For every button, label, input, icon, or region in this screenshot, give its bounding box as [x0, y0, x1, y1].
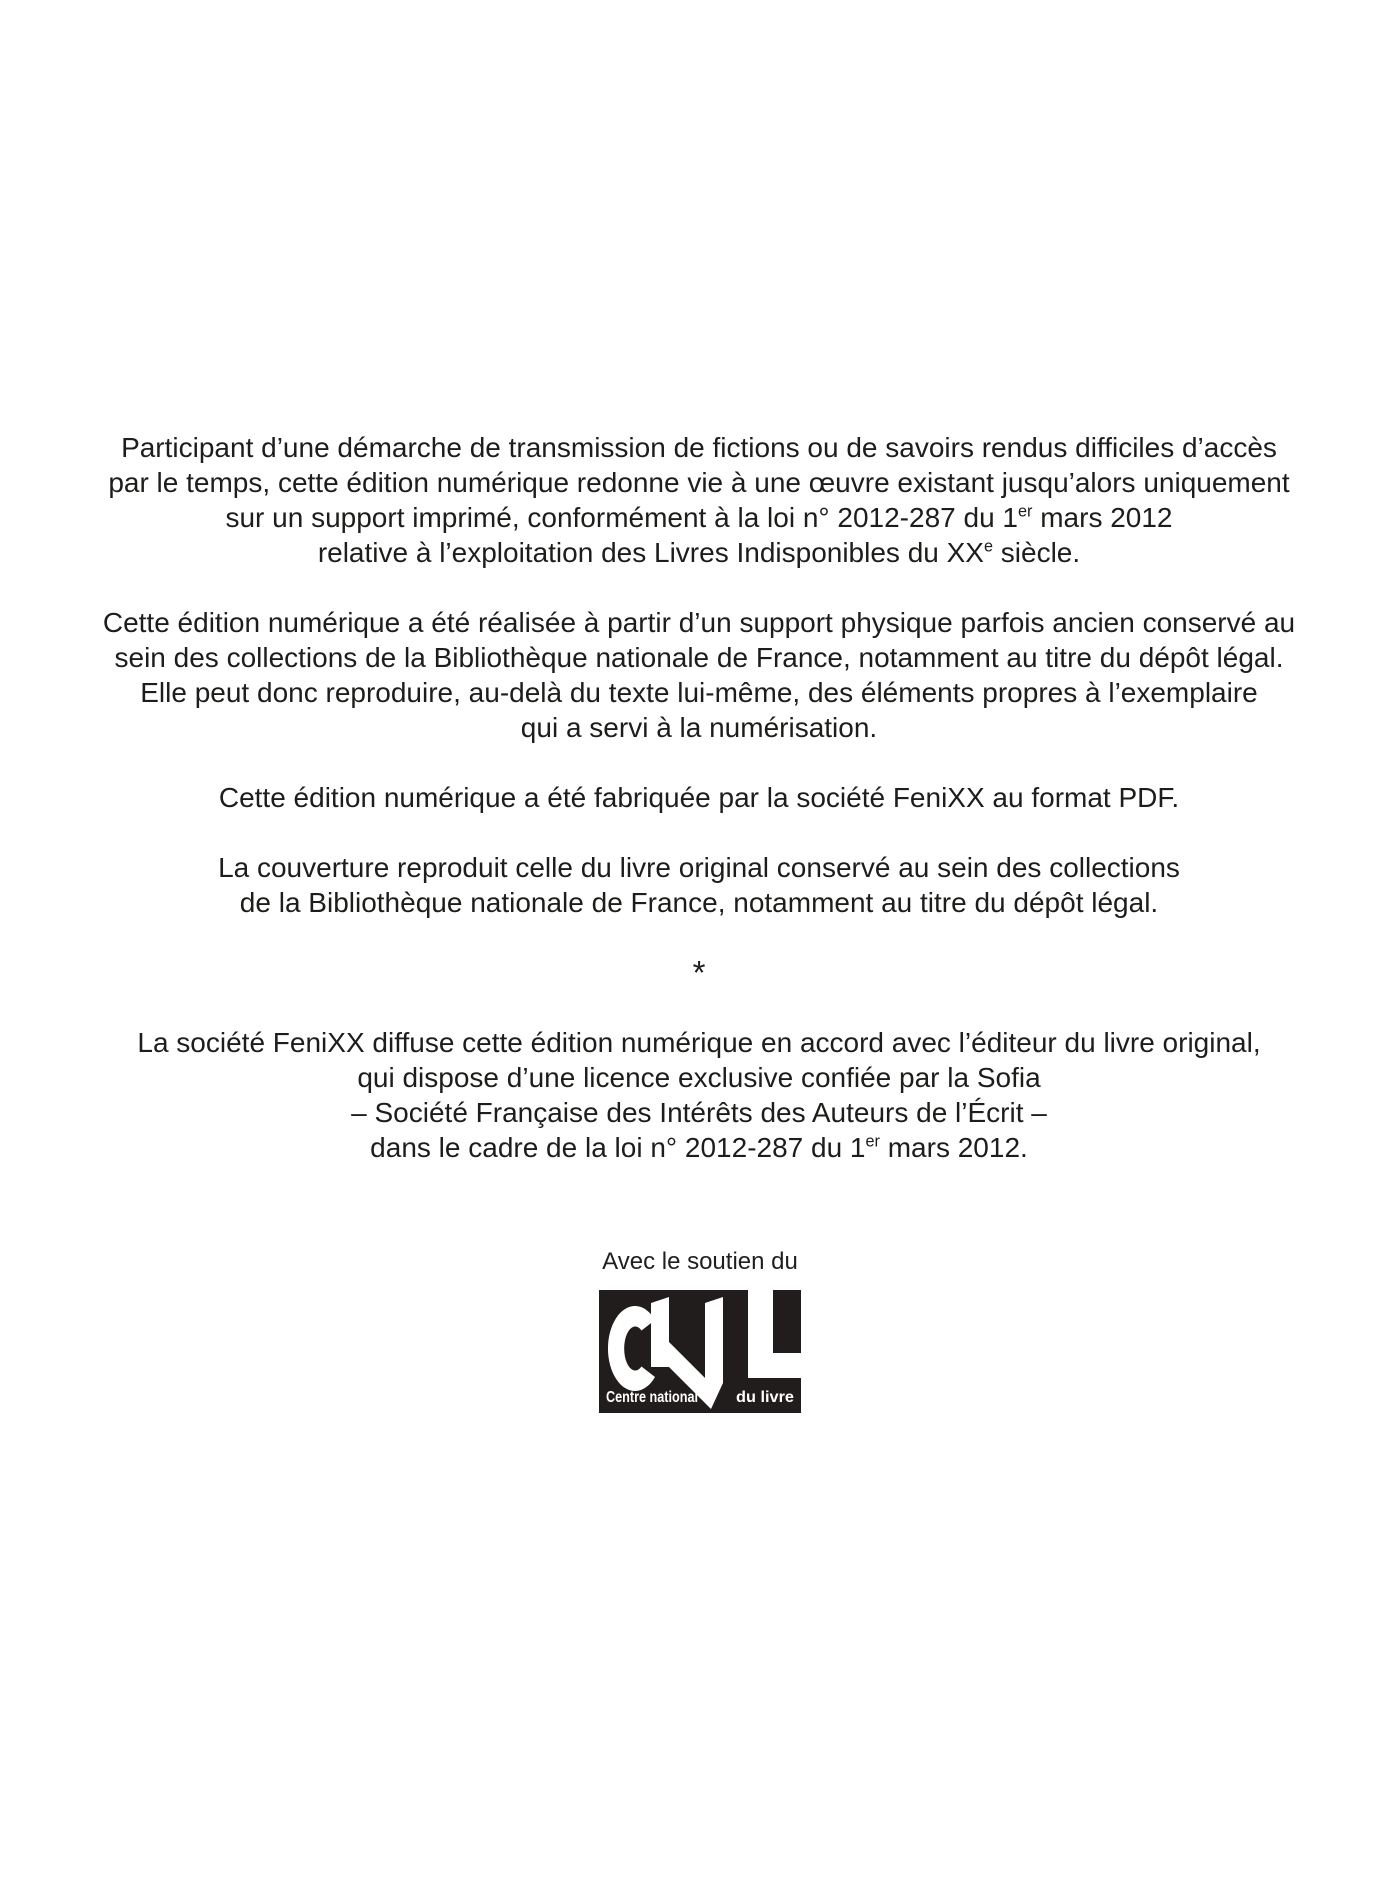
paragraph: [0, 430, 1398, 570]
text-line: sein des collections de la Bibliothèque nationale de France, notamment au titre du dépôt légal.: [114, 642, 1284, 673]
paragraph: [0, 850, 1398, 920]
text-line: La couverture reproduit celle du livre original conservé au sein des collections: [218, 852, 1180, 883]
text-line: Cette édition numérique a été réalisée à partir d’un support physique parfois ancien conservé au: [102, 607, 1296, 638]
support-block: [598, 1248, 802, 1413]
paragraph: [0, 605, 1398, 745]
text-line: La société FeniXX diffuse cette édition numérique en accord avec l’éditeur du livre original,: [137, 1027, 1261, 1058]
text-line: qui a servi à la numérisation.: [520, 712, 878, 743]
text-line: – Société Française des Intérêts des Auteurs de l’Écrit –: [351, 1097, 1047, 1128]
separator-paragraph: [0, 955, 1398, 990]
text-line: Participant d’une démarche de transmission de fictions ou de savoirs rendus difficiles d’accès: [121, 432, 1277, 463]
paragraph: [0, 1025, 1398, 1165]
text-line: dans le cadre de la loi n° 2012-287 du 1er mars 2012.: [370, 1132, 1028, 1163]
text-line: par le temps, cette édition numérique redonne vie à une œuvre existant jusqu’alors uniquement: [108, 467, 1290, 498]
colophon-text-block: [0, 430, 1398, 1200]
text-line: de la Bibliothèque nationale de France, notamment au titre du dépôt légal.: [239, 887, 1159, 918]
logo-text-centre-national: Centre national: [606, 1389, 698, 1406]
cnl-logo: [599, 1290, 801, 1413]
text-line: sur un support imprimé, conformément à la loi n° 2012-287 du 1er mars 2012: [225, 502, 1173, 533]
text-line: Elle peut donc reproduire, au-delà du texte lui-même, des éléments propres à l’exemplaire: [140, 677, 1258, 708]
paragraph: [0, 780, 1398, 815]
text-line: qui dispose d’une licence exclusive confiée par la Sofia: [357, 1062, 1041, 1093]
text-line: relative à l’exploitation des Livres Indisponibles du XXe siècle.: [317, 537, 1081, 568]
logo-text-du-livre: du livre: [736, 1389, 795, 1406]
text-line: Cette édition numérique a été fabriquée par la société FeniXX au format PDF.: [218, 782, 1180, 813]
support-caption: Avec le soutien du: [602, 1248, 798, 1275]
text-line: *: [692, 954, 706, 991]
